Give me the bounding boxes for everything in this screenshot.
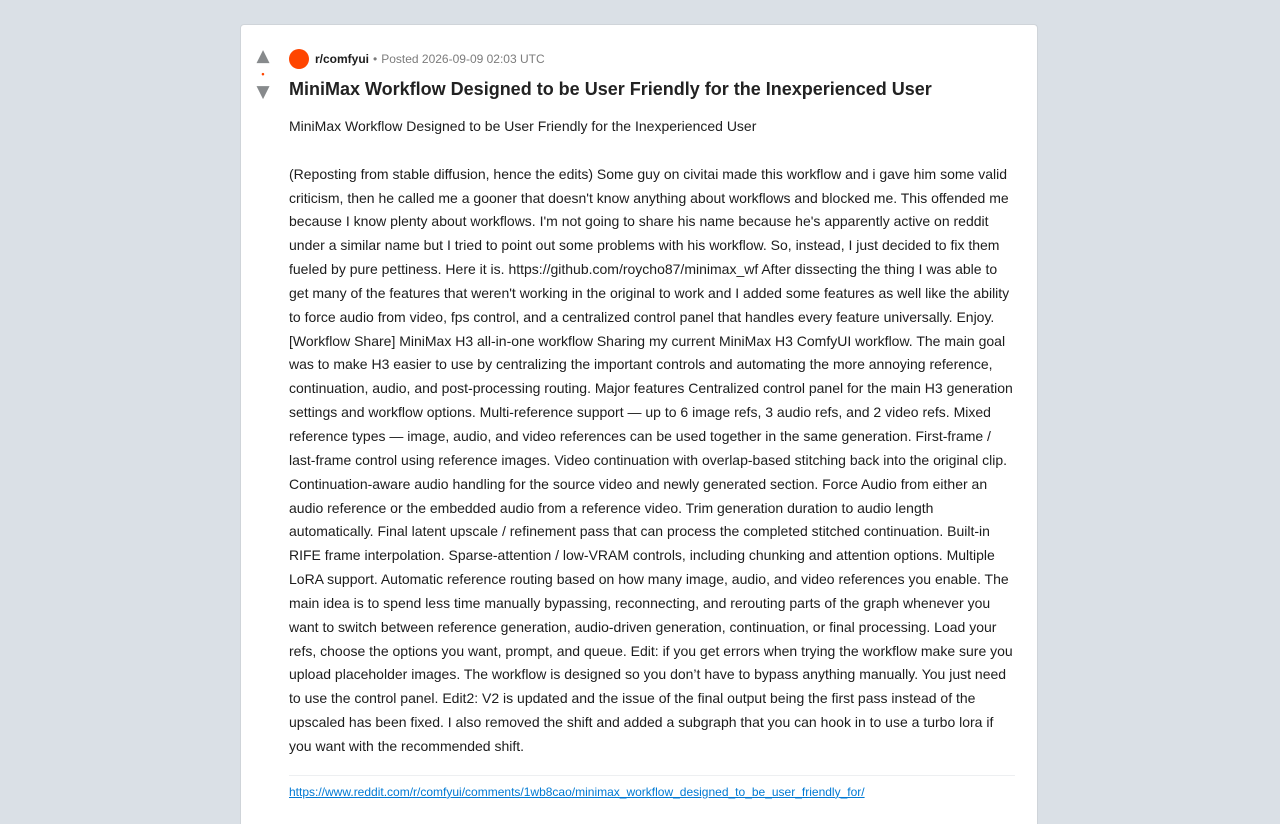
divider [289,775,1015,776]
post-title[interactable]: MiniMax Workflow Designed to be User Friendly for the Inexperienced User [289,79,932,99]
post-card [240,24,1038,824]
subreddit-icon[interactable] [289,49,309,69]
post-content [289,49,1015,799]
arrow-down-icon[interactable]: ▼ [256,82,270,102]
vote-score: • [261,69,265,79]
arrow-up-icon[interactable]: ▲ [256,46,270,66]
vote-column [241,47,285,101]
post-body-text: (Reposting from stable diffusion, hence the edits) Some guy on civitai made this workflow and i gave him some valid criticism, then he called me a gooner that doesn't know anything about workflows and blocked me. This offended me because I know plenty about workflows. I'm not going to share his name because he's apparently active on reddit under a similar name but I tried to point out some problems with his workflow. So, instead, I just decided to fix them fueled by pure pettiness. Here it is. https://github.com/roycho87/minimax_wf After dissecting the thing I was able to get many of the features that weren't working in the original to work and I added some features as well like the ability to force audio from video, fps control, and a centralized control panel that handles every feature universally. Enjoy. [Workflow Share] MiniMax H3 all-in-one workflow Sharing my current MiniMax H3 ComfyUI workflow. The main goal was to make H3 easier to use by centralizing the important controls and automating the more annoying reference, continuation, audio, and post-processing routing. Major features Centralized control panel for the main H3 generation settings and workflow options. Multi-reference support — up to 6 image refs, 3 audio refs, and 2 video refs. Mixed reference types — image, audio, and video references can be used together in the same generation. First-frame / last-frame control using reference images. Video continuation with overlap-based stitching back into the original clip. Continuation-aware audio handling for the source video and newly generated section. Force Audio from either an audio reference or the embedded audio from a reference video. Trim generation duration to audio length automatically. Final latent upscale / refinement pass that can process the completed stitched continuation. Built-in RIFE frame interpolation. Sparse-attention / low-VRAM controls, including chunking and attention options. Multiple LoRA support. Automatic reference routing based on how many image, audio, and video references you enable. The main idea is to spend less time manually bypassing, reconnecting, and rerouting parts of the graph whenever you want to switch between reference generation, audio-driven generation, continuation, or final processing. Load your refs, choose the options you want, prompt, and queue. Edit: if you get errors when trying the workflow make sure you upload placeholder images. The workflow is designed so you don’t have to bypass anything manually. You just need to use the control panel. Edit2: V2 is updated and the issue of the final output being the first pass instead of the upscaled has been fixed. I also removed the shift and added a subgraph that you can hook in to use a turbo lora if you want with the recommended shift. [289,165,1013,754]
meta-separator: • [373,52,378,66]
post-body [289,115,1015,759]
post-meta [289,49,1015,69]
permalink-link[interactable]: https://www.reddit.com/r/comfyui/comments/1wb8cao/minimax_workflow_designed_to_be_user_friendly_for/ [289,784,865,799]
posted-timestamp: Posted 2026-09-09 02:03 UTC [381,52,545,66]
subreddit-name[interactable]: r/comfyui [315,52,370,66]
post-body-heading: MiniMax Workflow Designed to be User Friendly for the Inexperienced User [289,118,757,134]
